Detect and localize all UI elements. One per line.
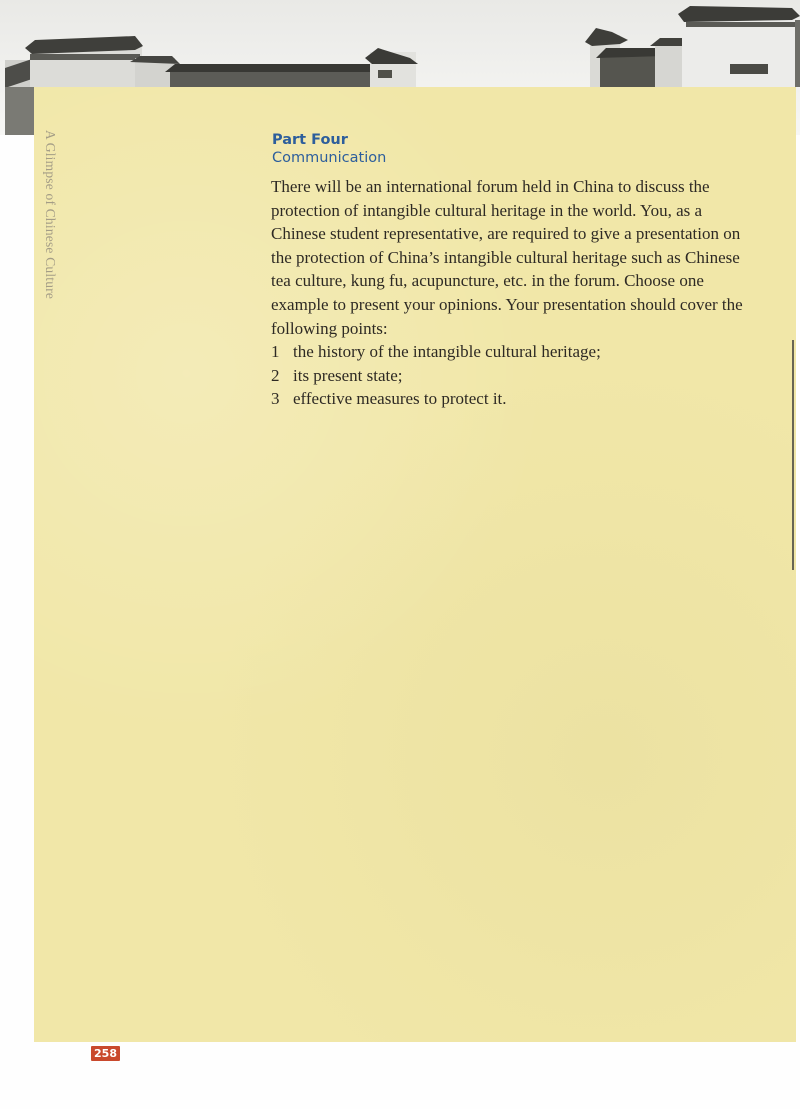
section-title: Communication <box>272 150 387 166</box>
part-label: Part Four <box>272 132 348 148</box>
list-item-number: 2 <box>271 365 280 385</box>
page-edge-line <box>792 340 794 570</box>
list-item <box>271 387 761 411</box>
side-strip <box>5 87 34 135</box>
task-description <box>271 175 761 411</box>
section-heading <box>272 131 386 167</box>
list-item <box>271 364 761 388</box>
list-item-text: effective measures to protect it. <box>293 389 507 409</box>
list-item <box>271 340 761 364</box>
list-item-number: 1 <box>271 342 280 362</box>
task-paragraph: There will be an international forum held in China to discuss the protection of intangible cultural heritage in the world. You, as a Chinese student representative, are required to give a presentation on the protection of China’s intangible cultural heritage such as Chinese tea culture, kung fu, acupuncture, etc. in the forum. Choose one example to present your opinions. Your presentation should cover the following points: <box>271 177 743 338</box>
page-number-badge: 258 <box>91 1046 120 1061</box>
list-item-number: 3 <box>271 389 280 409</box>
book-title-vertical: A Glimpse of Chinese Culture <box>43 130 58 300</box>
list-item-text: the history of the intangible cultural heritage; <box>293 342 601 362</box>
points-list <box>271 340 761 411</box>
list-item-text: its present state; <box>293 365 403 385</box>
